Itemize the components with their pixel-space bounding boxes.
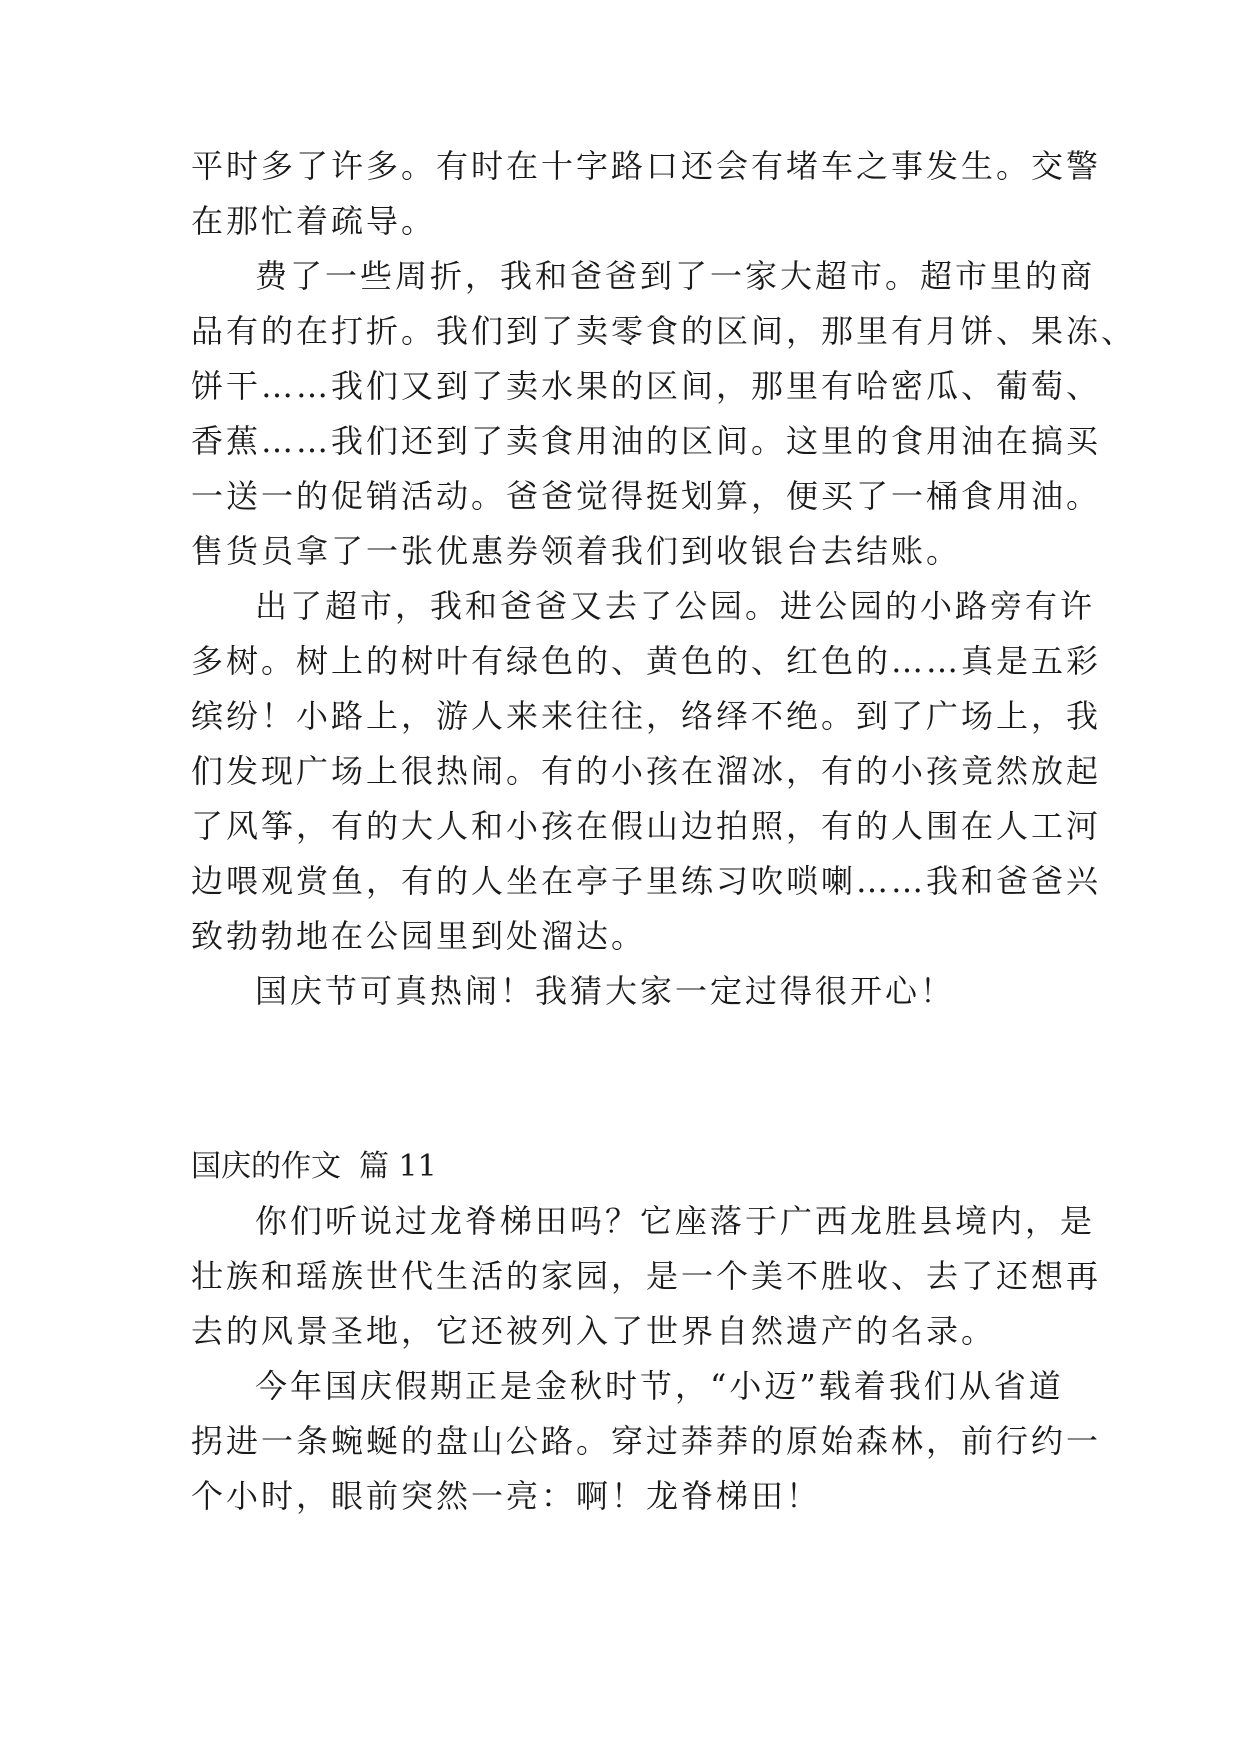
- paragraph-start-line: 今年国庆假期正是金秋时节，“小迈”载着我们从省道: [255, 1367, 1064, 1405]
- text-line: 去的风景圣地，它还被列入了世界自然遗产的名录。: [191, 1312, 997, 1350]
- text-line: 品有的在打折。我们到了卖零食的区间，那里有月饼、果冻、: [191, 312, 1137, 350]
- essay-heading: [191, 1139, 437, 1194]
- paragraph-start-line: 费了一些周折，我和爸爸到了一家大超市。超市里的商: [255, 257, 1096, 295]
- paragraph-start-line: 国庆节可真热闹！我猜大家一定过得很开心！: [255, 972, 956, 1010]
- text-line: 售货员拿了一张优惠券领着我们到收银台去结账。: [191, 532, 962, 570]
- text-line: 们发现广场上很热闹。有的小孩在溜冰，有的小孩竟然放起: [191, 752, 1102, 790]
- text-line: 香蕉……我们还到了卖食用油的区间。这里的食用油在搞买: [191, 422, 1102, 460]
- text-line: 在那忙着疏导。: [191, 202, 437, 240]
- text-line: 平时多了许多。有时在十字路口还会有堵车之事发生。交警: [191, 147, 1102, 185]
- text-line: 个小时，眼前突然一亮：啊！龙脊梯田！: [191, 1477, 822, 1515]
- text-line: 了风筝，有的大人和小孩在假山边拍照，有的人围在人工河: [191, 807, 1102, 845]
- essay-body-part-2: [191, 1194, 1102, 1524]
- text-line: 饼干……我们又到了卖水果的区间，那里有哈密瓜、葡萄、: [191, 367, 1102, 405]
- essay-number: 篇 11: [359, 1149, 437, 1184]
- paragraph-start-line: 出了超市，我和爸爸又去了公园。进公园的小路旁有许: [255, 587, 1096, 625]
- essay-title: 国庆的作文: [191, 1149, 341, 1184]
- text-line: 致勃勃地在公园里到处溜达。: [191, 917, 647, 955]
- text-line: 拐进一条蜿蜒的盘山公路。穿过莽莽的原始森林，前行约一: [191, 1422, 1102, 1460]
- text-line: 多树。树上的树叶有绿色的、黄色的、红色的……真是五彩: [191, 642, 1102, 680]
- text-line: 缤纷！小路上，游人来来往往，络绎不绝。到了广场上，我: [191, 697, 1102, 735]
- text-line: 一送一的促销活动。爸爸觉得挺划算，便买了一桶食用油。: [191, 477, 1102, 515]
- paragraph-start-line: 你们听说过龙脊梯田吗？它座落于广西龙胜县境内，是: [255, 1202, 1096, 1240]
- text-line: 边喂观赏鱼，有的人坐在亭子里练习吹唢喇……我和爸爸兴: [191, 862, 1102, 900]
- essay-body-part-1: [191, 139, 1137, 1019]
- text-line: 壮族和瑶族世代生活的家园，是一个美不胜收、去了还想再: [191, 1257, 1102, 1295]
